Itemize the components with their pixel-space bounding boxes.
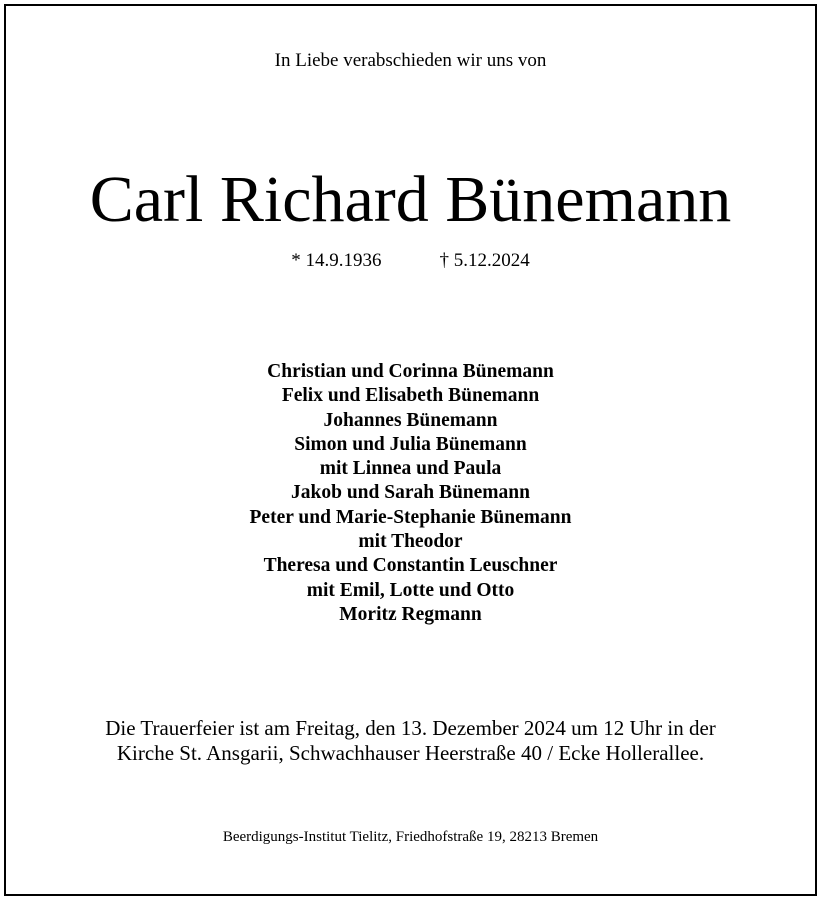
mourner-line: Felix und Elisabeth Bünemann xyxy=(281,385,540,407)
mourners-list xyxy=(0,360,821,627)
ceremony-info xyxy=(0,716,821,766)
birth-date: * 14.9.1936 xyxy=(291,250,382,271)
intro-text: In Liebe verabschieden wir uns von xyxy=(274,50,547,71)
ceremony-line-2: Kirche St. Ansgarii, Schwachhauser Heerstraße 40 / Ecke Hollerallee. xyxy=(116,741,705,765)
mourner-line: mit Emil, Lotte und Otto xyxy=(306,579,515,601)
mourner-line: Theresa und Constantin Leuschner xyxy=(263,555,558,577)
death-date: † 5.12.2024 xyxy=(439,250,530,271)
mourner-line: Simon und Julia Bünemann xyxy=(294,433,527,455)
ceremony-line-1: Die Trauerfeier ist am Freitag, den 13. Dezember 2024 um 12 Uhr in der xyxy=(105,716,716,740)
mourner-line: Johannes Bünemann xyxy=(323,409,498,431)
mourner-line: mit Linnea und Paula xyxy=(319,458,502,480)
deceased-name: Carl Richard Bünemann xyxy=(89,163,732,236)
mourner-line: Moritz Regmann xyxy=(339,603,482,625)
undertaker-info: Beerdigungs-Institut Tielitz, Friedhofstraße 19, 28213 Bremen xyxy=(222,829,599,845)
mourner-line: mit Theodor xyxy=(358,531,463,553)
mourner-line: Jakob und Sarah Bünemann xyxy=(291,482,530,504)
life-dates xyxy=(0,249,821,273)
mourner-line: Christian und Corinna Bünemann xyxy=(267,361,554,382)
mourner-line: Peter und Marie-Stephanie Bünemann xyxy=(249,506,572,528)
